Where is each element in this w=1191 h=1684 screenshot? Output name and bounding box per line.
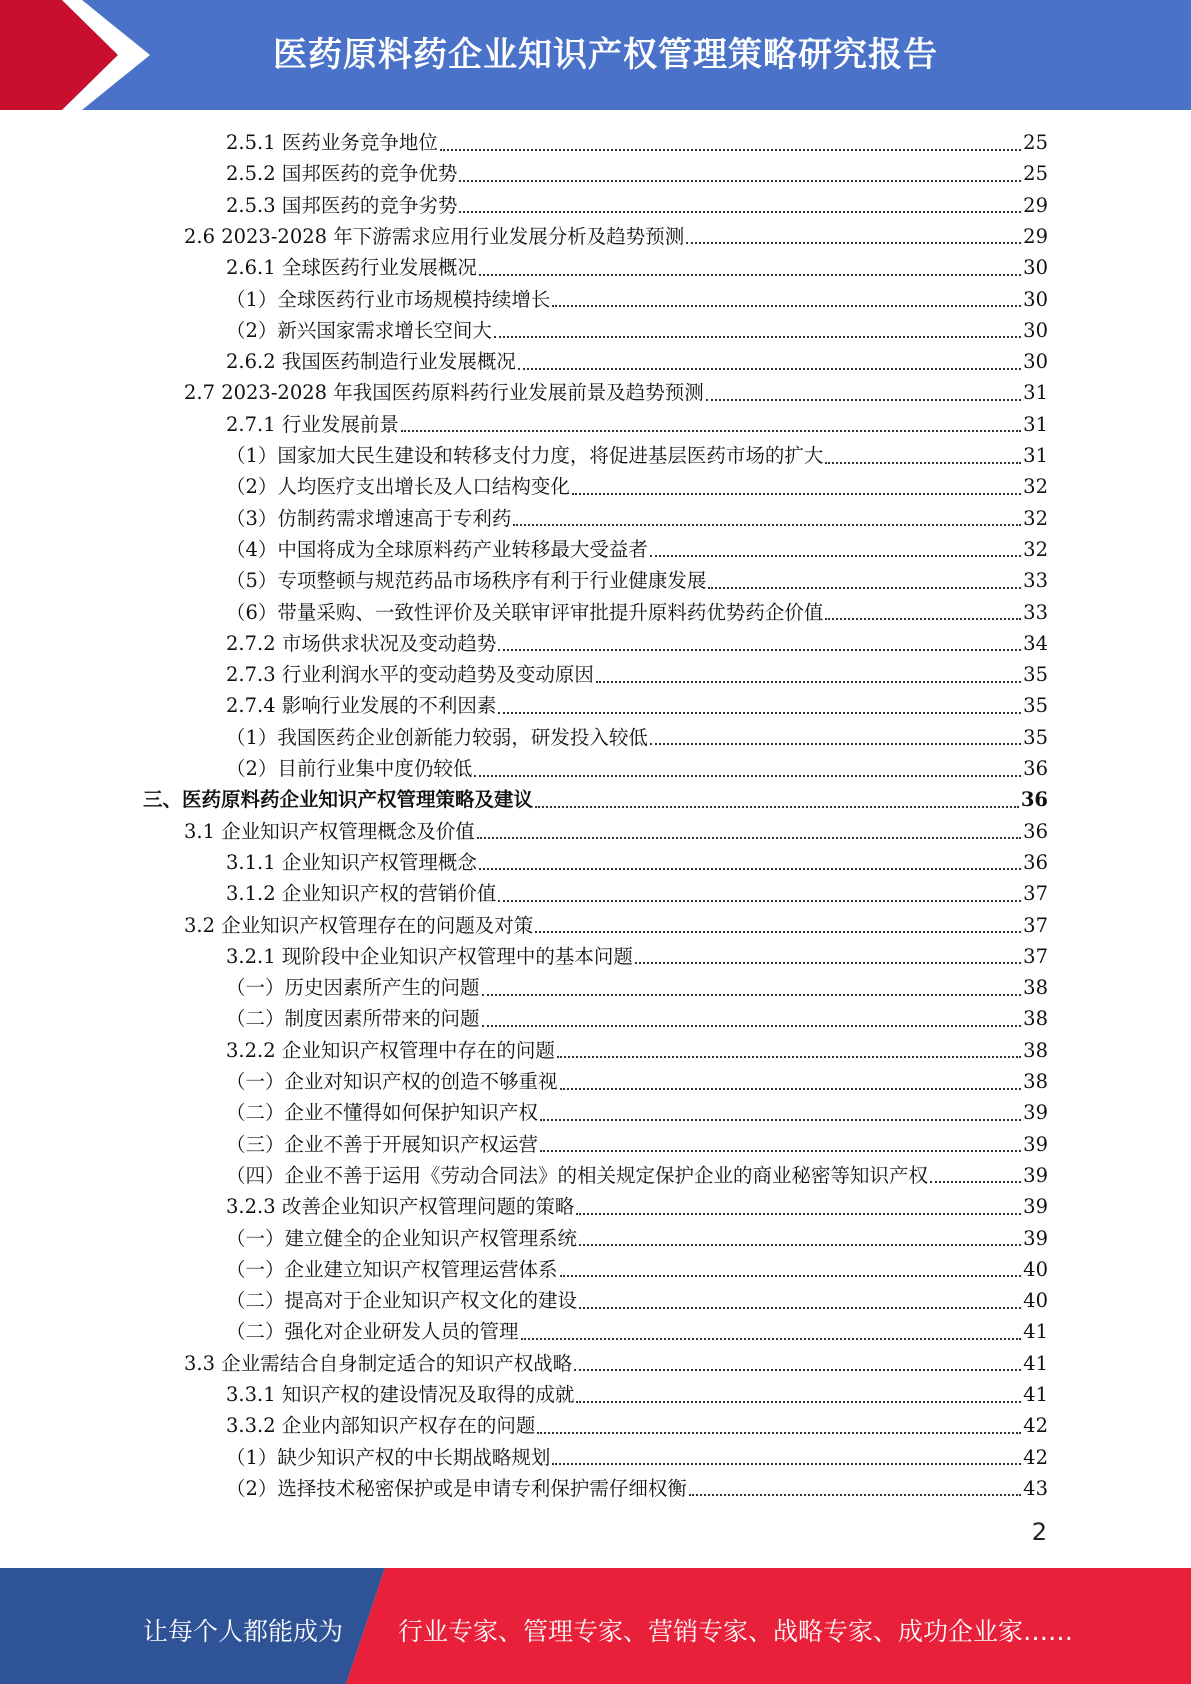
toc-dot-leader <box>576 1401 1021 1403</box>
toc-entry-page: 37 <box>1023 944 1048 968</box>
toc-entry[interactable] <box>226 127 1048 158</box>
toc-dot-leader <box>482 994 1022 996</box>
toc-entry-page: 38 <box>1023 1038 1048 1062</box>
toc-entry-title: （一）企业建立知识产权管理运营体系 <box>226 1257 558 1281</box>
toc-dot-leader <box>498 649 1021 651</box>
toc-dot-leader <box>825 618 1021 620</box>
toc-dot-leader <box>498 900 1021 902</box>
toc-entry-title: 3.3 企业需结合自身制定适合的知识产权战略 <box>184 1351 573 1375</box>
toc-entry[interactable] <box>184 1348 1048 1379</box>
toc-entry[interactable] <box>184 221 1048 252</box>
toc-entry[interactable] <box>226 1410 1048 1441</box>
toc-entry[interactable] <box>184 816 1048 847</box>
toc-entry-page: 39 <box>1023 1226 1048 1250</box>
toc-entry[interactable] <box>226 1129 1048 1160</box>
toc-entry-page: 34 <box>1023 631 1048 655</box>
toc-entry-title: （四）企业不善于运用《劳动合同法》的相关规定保护企业的商业秘密等知识产权 <box>226 1163 929 1187</box>
toc-entry-title: （一）建立健全的企业知识产权管理系统 <box>226 1226 578 1250</box>
toc-dot-leader <box>825 462 1021 464</box>
toc-dot-leader <box>479 868 1021 870</box>
toc-entry-title: 3.3.2 企业内部知识产权存在的问题 <box>226 1414 536 1438</box>
toc-entry[interactable] <box>184 910 1048 941</box>
toc-entry-title: （1）全球医药行业市场规模持续增长 <box>226 287 551 311</box>
toc-entry[interactable] <box>226 659 1048 690</box>
toc-entry[interactable] <box>226 1223 1048 1254</box>
toc-dot-leader <box>537 1432 1021 1434</box>
toc-entry-title: 2.6 2023-2028 年下游需求应用行业发展分析及趋势预测 <box>184 224 685 248</box>
toc-entry[interactable] <box>226 1254 1048 1285</box>
toc-entry-title: （3）仿制药需求增速高于专利药 <box>226 506 512 530</box>
toc-entry[interactable] <box>226 565 1048 596</box>
toc-entry-page: 40 <box>1023 1289 1048 1313</box>
toc-entry-page: 33 <box>1023 600 1048 624</box>
report-title: 医药原料药企业知识产权管理策略研究报告 <box>273 35 938 75</box>
toc-entry[interactable] <box>226 847 1048 878</box>
toc-entry-title: 2.7 2023-2028 年我国医药原料药行业发展前景及趋势预测 <box>184 381 704 405</box>
toc-dot-leader <box>574 1369 1021 1371</box>
toc-entry-page: 29 <box>1023 224 1048 248</box>
toc-entry-page: 38 <box>1023 976 1048 1000</box>
toc-entry-page: 35 <box>1023 663 1048 687</box>
toc-entry-page: 35 <box>1023 694 1048 718</box>
toc-entry-page: 42 <box>1023 1414 1048 1438</box>
toc-dot-leader <box>689 1494 1021 1496</box>
toc-entry-title: （三）企业不善于开展知识产权运营 <box>226 1132 539 1156</box>
toc-dot-leader <box>579 1244 1021 1246</box>
toc-dot-leader <box>579 1307 1021 1309</box>
toc-entry-page: 30 <box>1023 350 1048 374</box>
toc-entry[interactable] <box>226 503 1048 534</box>
toc-entry-title: 3.2 企业知识产权管理存在的问题及对策 <box>184 913 534 937</box>
toc-entry[interactable] <box>226 1473 1048 1504</box>
toc-dot-leader <box>440 149 1021 151</box>
toc-entry-title: 2.5.3 国邦医药的竞争劣势 <box>226 193 458 217</box>
toc-dot-leader <box>477 837 1021 839</box>
toc-dot-leader <box>535 931 1021 933</box>
toc-entry-title: （二）强化对企业研发人员的管理 <box>226 1320 519 1344</box>
toc-entry-title: 3.2.3 改善企业知识产权管理问题的策略 <box>226 1195 575 1219</box>
toc-dot-leader <box>479 274 1021 276</box>
toc-entry-page: 35 <box>1023 725 1048 749</box>
toc-entry[interactable] <box>226 878 1048 909</box>
toc-entry[interactable] <box>226 1191 1048 1222</box>
toc-dot-leader <box>459 180 1021 182</box>
toc-dot-leader <box>650 743 1021 745</box>
toc-dot-leader <box>650 555 1021 557</box>
toc-dot-leader <box>576 1213 1021 1215</box>
toc-entry-title: （2）选择技术秘密保护或是申请专利保护需仔细权衡 <box>226 1476 687 1500</box>
toc-entry-title: （二）提高对于企业知识产权文化的建设 <box>226 1289 578 1313</box>
toc-entry-page: 39 <box>1023 1195 1048 1219</box>
toc-entry-page: 37 <box>1023 882 1048 906</box>
toc-entry-title: （2）新兴国家需求增长空间大 <box>226 318 492 342</box>
toc-entry-title: 2.7.3 行业利润水平的变动趋势及变动原因 <box>226 663 594 687</box>
toc-dot-leader <box>482 1025 1022 1027</box>
toc-entry-title: 3.1 企业知识产权管理概念及价值 <box>184 819 475 843</box>
toc-entry[interactable] <box>226 1035 1048 1066</box>
toc-dot-leader <box>708 587 1021 589</box>
toc-entry-page: 40 <box>1023 1257 1048 1281</box>
toc-dot-leader <box>459 211 1021 213</box>
toc-entry-page: 31 <box>1023 412 1048 436</box>
toc-dot-leader <box>706 399 1021 401</box>
page-footer <box>0 1568 1191 1684</box>
toc-entry-title: （2）目前行业集中度仍较低 <box>226 757 473 780</box>
toc-entry[interactable] <box>226 690 1048 721</box>
toc-entry-page: 36 <box>1020 788 1048 812</box>
toc-entry-title: （二）企业不懂得如何保护知识产权 <box>226 1101 539 1125</box>
toc-entry-title: （二）制度因素所带来的问题 <box>226 1007 480 1031</box>
toc-dot-leader <box>552 305 1021 307</box>
toc-entry[interactable] <box>226 1442 1048 1473</box>
toc-entry-page: 30 <box>1023 287 1048 311</box>
toc-entry-page: 36 <box>1023 850 1048 874</box>
toc-entry[interactable] <box>226 941 1048 972</box>
toc-entry-page: 41 <box>1023 1351 1048 1375</box>
toc-entry-title: （1）缺少知识产权的中长期战略规划 <box>226 1445 551 1469</box>
toc-entry[interactable] <box>226 190 1048 221</box>
toc-dot-leader <box>401 430 1021 432</box>
toc-entry-page: 36 <box>1023 757 1048 780</box>
toc-dot-leader <box>535 806 1019 808</box>
toc-entry[interactable] <box>184 377 1048 408</box>
toc-entry-title: 3.2.1 现阶段中企业知识产权管理中的基本问题 <box>226 944 633 968</box>
toc-dot-leader <box>513 524 1021 526</box>
toc-dot-leader <box>930 1181 1021 1183</box>
toc-dot-leader <box>560 1088 1022 1090</box>
toc-entry-title: 三、医药原料药企业知识产权管理策略及建议 <box>143 788 534 812</box>
toc-entry[interactable] <box>226 597 1048 628</box>
toc-entry-page: 33 <box>1023 569 1048 593</box>
toc-dot-leader <box>557 1056 1021 1058</box>
toc-entry[interactable] <box>226 534 1048 565</box>
toc-entry[interactable] <box>226 471 1048 502</box>
toc-entry-title: （6）带量采购、一致性评价及关联审评审批提升原料药优势药企价值 <box>226 600 824 624</box>
toc-entry-title: （4）中国将成为全球原料药产业转移最大受益者 <box>226 537 648 561</box>
toc-entry[interactable] <box>226 158 1048 189</box>
toc-entry-title: 3.1.2 企业知识产权的营销价值 <box>226 882 497 906</box>
toc-entry[interactable] <box>226 1097 1048 1128</box>
toc-entry[interactable] <box>226 1316 1048 1347</box>
toc-entry-page: 41 <box>1023 1320 1048 1344</box>
toc-entry-title: （5）专项整顿与规范药品市场秩序有利于行业健康发展 <box>226 569 707 593</box>
toc-dot-leader <box>572 493 1021 495</box>
toc-entry-page: 30 <box>1023 318 1048 342</box>
toc-entry-page: 32 <box>1023 475 1048 499</box>
toc-entry-page: 31 <box>1023 381 1048 405</box>
page-header <box>0 0 1191 110</box>
toc-entry[interactable] <box>226 346 1048 377</box>
toc-entry[interactable] <box>226 315 1048 346</box>
toc-entry-title: 2.5.2 国邦医药的竞争优势 <box>226 162 458 186</box>
toc-entry-page: 32 <box>1023 506 1048 530</box>
toc-entry-title: 2.7.1 行业发展前景 <box>226 412 399 436</box>
toc-entry[interactable] <box>226 1379 1048 1410</box>
toc-dot-leader <box>518 368 1021 370</box>
footer-slogan-left: 让每个人都能成为 <box>143 1617 344 1646</box>
toc-entry-page: 29 <box>1023 193 1048 217</box>
toc-entry-title: 2.6.2 我国医药制造行业发展概况 <box>226 350 516 374</box>
toc-dot-leader <box>686 242 1021 244</box>
toc-entry-page: 43 <box>1023 1476 1048 1500</box>
toc-dot-leader <box>552 1463 1021 1465</box>
toc-entry-page: 36 <box>1023 819 1048 843</box>
toc-entry-title: （一）企业对知识产权的创造不够重视 <box>226 1070 558 1093</box>
toc-entry[interactable] <box>226 1160 1048 1191</box>
toc-entry-page: 32 <box>1023 537 1048 561</box>
toc-entry[interactable] <box>226 972 1048 1003</box>
toc-entry[interactable] <box>226 284 1048 315</box>
toc-entry-page: 37 <box>1023 913 1048 937</box>
toc-entry-title: 2.5.1 医药业务竞争地位 <box>226 131 438 154</box>
toc-entry[interactable] <box>226 1066 1048 1097</box>
footer-slogan-right: 行业专家、管理专家、营销专家、战略专家、成功企业家…… <box>398 1617 1074 1646</box>
toc-dot-leader <box>494 336 1021 338</box>
toc-entry[interactable] <box>226 1285 1048 1316</box>
toc-entry-page: 41 <box>1023 1383 1048 1406</box>
toc-dot-leader <box>635 962 1021 964</box>
toc-dot-leader <box>560 1275 1022 1277</box>
toc-entry-page: 25 <box>1023 131 1048 154</box>
toc-entry-page: 30 <box>1023 256 1048 280</box>
toc-entry[interactable] <box>226 252 1048 283</box>
toc-entry-page: 38 <box>1023 1007 1048 1031</box>
toc-entry-title: （1）国家加大民生建设和转移支付力度，将促进基层医药市场的扩大 <box>226 444 824 467</box>
toc-entry-title: 3.2.2 企业知识产权管理中存在的问题 <box>226 1038 555 1062</box>
toc-dot-leader <box>498 712 1021 714</box>
toc-entry-title: 3.1.1 企业知识产权管理概念 <box>226 850 477 874</box>
toc-dot-leader <box>474 775 1021 777</box>
page-number: 2 <box>1031 1518 1047 1546</box>
toc-entry[interactable] <box>143 784 1048 815</box>
toc-entry-title: 2.7.4 影响行业发展的不利因素 <box>226 694 497 718</box>
toc-entry-page: 39 <box>1023 1101 1048 1125</box>
toc-entry-title: 3.3.1 知识产权的建设情况及取得的成就 <box>226 1383 575 1406</box>
toc-entry-page: 31 <box>1023 444 1048 467</box>
toc-entry-page: 42 <box>1023 1445 1048 1469</box>
toc-entry-title: （2）人均医疗支出增长及人口结构变化 <box>226 475 570 499</box>
toc-entry[interactable] <box>226 1003 1048 1034</box>
toc-dot-leader <box>540 1150 1021 1152</box>
toc-dot-leader <box>596 681 1021 683</box>
toc-entry-page: 39 <box>1023 1163 1048 1187</box>
toc-entry-title: 2.7.2 市场供求状况及变动趋势 <box>226 631 497 655</box>
toc-entry-title: （1）我国医药企业创新能力较弱，研发投入较低 <box>226 725 648 749</box>
toc-entry-page: 39 <box>1023 1132 1048 1156</box>
toc-entry[interactable] <box>226 440 1048 471</box>
toc-entry-title: （一）历史因素所产生的问题 <box>226 976 480 1000</box>
toc-entry[interactable] <box>226 628 1048 659</box>
toc-entry-page: 25 <box>1023 162 1048 186</box>
toc-dot-leader <box>540 1119 1021 1121</box>
toc-entry[interactable] <box>226 753 1048 784</box>
toc-entry-title: 2.6.1 全球医药行业发展概况 <box>226 256 477 280</box>
toc-entry[interactable] <box>226 409 1048 440</box>
toc-entry-page: 38 <box>1023 1070 1048 1093</box>
toc-dot-leader <box>521 1338 1022 1340</box>
toc-entry[interactable] <box>226 722 1048 753</box>
